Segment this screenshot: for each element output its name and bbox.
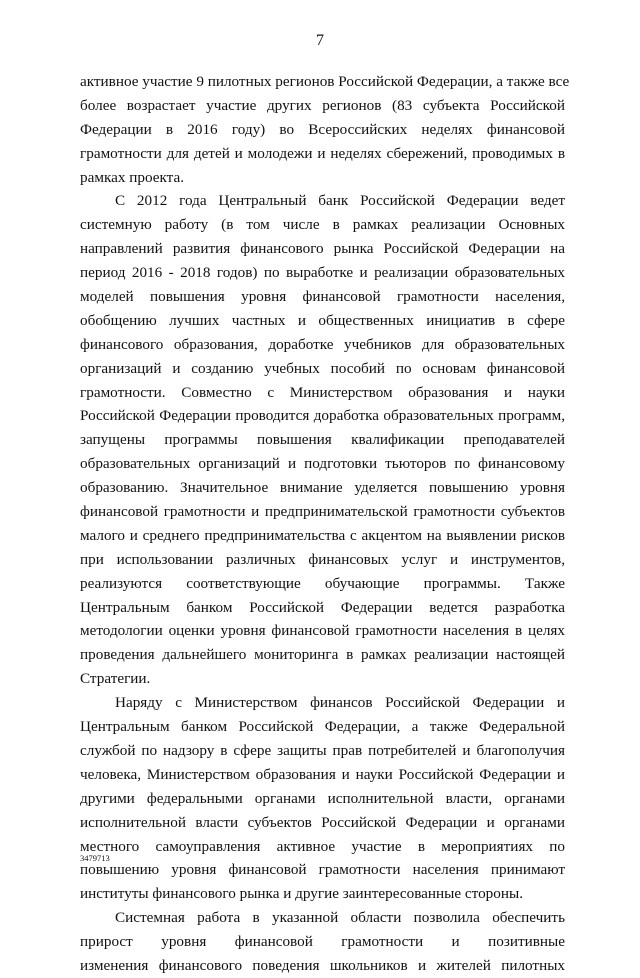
text-line: системную работу (в том числе в рамках реализации Основных xyxy=(80,216,565,234)
text-line: реализуются соответствующие обучающие программы. Также xyxy=(80,574,565,592)
text-line: другими федеральными органами исполнительной власти, органами xyxy=(80,789,565,807)
text-line: более возрастает участие других регионов (83 субъекта Российской xyxy=(80,96,565,114)
paragraph xyxy=(80,70,570,189)
text-line: С 2012 года Центральный банк Российской Федерации ведет xyxy=(115,192,565,210)
text-line: службой по надзору в сфере защиты прав потребителей и благополучия xyxy=(80,741,565,759)
text-line: грамотности для детей и молодежи и неделях сбережений, проводимых в xyxy=(80,144,565,162)
text-line: обобщению лучших частных и общественных инициатив в сфере xyxy=(80,311,565,329)
text-line: Системная работа в указанной области позволила обеспечить xyxy=(115,909,565,927)
page-number: 7 xyxy=(316,32,324,49)
text-line: финансовой грамотности и предпринимательской грамотности субъектов xyxy=(80,503,565,521)
text-line: Центральным банком Российской Федерации, а также Федеральной xyxy=(80,718,565,736)
document-body xyxy=(80,70,570,978)
text-line: Наряду с Министерством финансов Российской Федерации и xyxy=(115,694,565,712)
text-line: человека, Министерством образования и науки Российской Федерации и xyxy=(80,765,565,783)
text-line: моделей повышения уровня финансовой грамотности населения, xyxy=(80,288,565,306)
text-line: малого и среднего предпринимательства с акцентом на выявлении рисков xyxy=(80,526,565,544)
text-line: Стратегии. xyxy=(80,670,151,688)
text-line: Российской Федерации проводится доработка образовательных программ, xyxy=(80,407,565,425)
text-line: запущены программы повышения квалификации преподавателей xyxy=(80,431,565,449)
text-line: при использовании различных финансовых услуг и инструментов, xyxy=(80,550,565,568)
text-line: методологии оценки уровня финансовой грамотности населения в целях xyxy=(80,622,565,640)
text-line: институты финансового рынка и другие заинтересованные стороны. xyxy=(80,885,523,903)
text-line: финансового образования, доработке учебников для образовательных xyxy=(80,335,565,353)
document-code: 3479713 xyxy=(80,853,110,863)
text-line: местного самоуправления активное участие в мероприятиях по xyxy=(80,837,565,855)
text-line: исполнительной власти субъектов Российской Федерации и органами xyxy=(80,813,565,831)
text-line: организаций и созданию учебных пособий по основам финансовой xyxy=(80,359,565,377)
text-line: проведения дальнейшего мониторинга в рамках реализации настоящей xyxy=(80,646,565,664)
paragraph xyxy=(80,906,565,978)
text-line: период 2016 - 2018 годов) по выработке и реализации образовательных xyxy=(80,264,565,282)
paragraph xyxy=(80,189,565,691)
paragraph xyxy=(80,691,565,906)
text-line: образованию. Значительное внимание уделяется повышению уровня xyxy=(80,479,565,497)
text-line: прирост уровня финансовой грамотности и позитивные xyxy=(80,933,565,951)
text-line: направлений развития финансового рынка Российской Федерации на xyxy=(80,240,565,258)
text-line: рамках проекта. xyxy=(80,168,185,186)
text-line: Центральным банком Российской Федерации ведется разработка xyxy=(80,598,565,616)
text-line: повышению уровня финансовой грамотности населения принимают xyxy=(80,861,565,879)
text-line: Федерации в 2016 году) во Всероссийских неделях финансовой xyxy=(80,120,565,138)
text-line: изменения финансового поведения школьников и жителей пилотных xyxy=(80,956,565,974)
text-line: образовательных организаций и подготовки тьюторов по финансовому xyxy=(80,455,565,473)
text-line: активное участие 9 пилотных регионов Российской Федерации, а также все xyxy=(80,73,570,90)
text-line: грамотности. Совместно с Министерством образования и науки xyxy=(80,383,565,401)
